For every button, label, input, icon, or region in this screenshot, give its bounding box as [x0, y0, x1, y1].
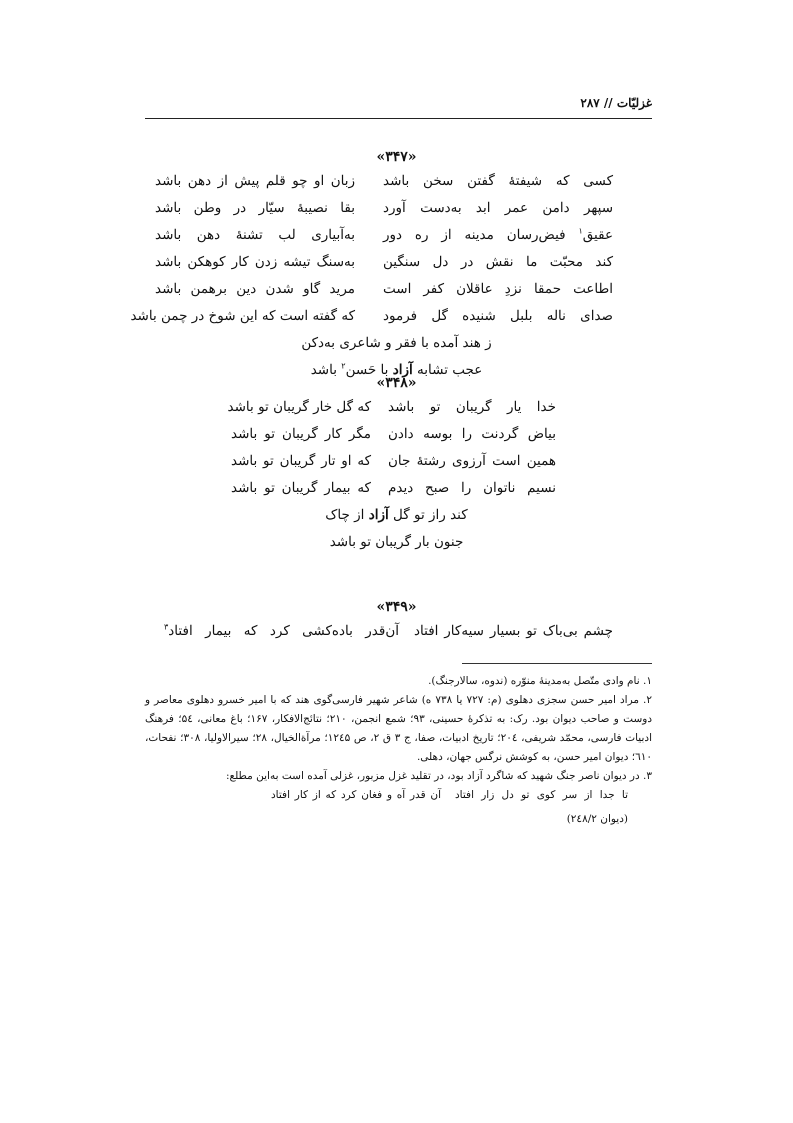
poet-name: آزاد — [392, 362, 413, 378]
footnote-divider — [462, 663, 652, 664]
hemistich-second: به‌سنگ تیشه زدن کار کوهکن باشد — [155, 254, 355, 270]
couplet — [0, 195, 613, 222]
hemistich-first: تا جدا از سر کوی تو دل زار افتاد — [455, 789, 628, 801]
couplet — [0, 276, 613, 303]
closing-text: با حَسن — [345, 362, 389, 378]
couplet — [0, 618, 613, 645]
hemistich-rest: فیض‌رسان مدینه از ره دور — [383, 227, 566, 243]
hemistich-second — [164, 618, 399, 645]
footnote-3 — [145, 767, 652, 786]
footnote-source: (دیوان ۲٤۸/۲) — [566, 813, 628, 825]
couplet — [0, 222, 613, 249]
couplet — [0, 421, 556, 448]
hemistich-second: مرید گاو شدن دین برهمن باشد — [155, 281, 355, 297]
poem-347 — [0, 146, 793, 384]
closing-text: عجب تشابه — [417, 362, 483, 378]
couplet — [0, 394, 556, 421]
hemistich-first: اطاعت حمقا نزدِ عاقلان کفر است — [383, 281, 613, 297]
word-aqiq: عقیق — [582, 227, 614, 243]
closing-text: باشد — [310, 362, 337, 378]
closing-line-1 — [0, 502, 793, 529]
hemistich-first: چشم بی‌باک تو بسیار سیه‌کار افتاد — [414, 623, 613, 639]
hemistich-first: کند محبّت ما نقش در دل سنگین — [383, 254, 613, 270]
couplet — [0, 249, 613, 276]
couplet — [0, 168, 613, 195]
hemistich-second: که گل خار گریبان تو باشد — [227, 399, 371, 415]
hemistich-second: آن قدر آه و فغان کرد که از کار افتاد — [271, 789, 441, 801]
poem-number: «۳۴۸» — [376, 375, 417, 391]
closing-text: کند راز تو گل — [393, 507, 468, 523]
couplet — [0, 448, 556, 475]
closing-line-1: ز هند آمده با فقر و شاعری به‌دکن — [301, 335, 492, 351]
poem-348 — [0, 372, 793, 556]
footnote-text: ۲. مراد امیر حسن سجزی دهلوی (م: ۷۲۷ یا ۷۳۸ ه) شاعر شهیر فارسی‌گوی هند که با امیر خسرو دهلوی معاصر و دوست و صاحب دیوان بود. رک: به تذکرهٔ حسینی، ۹۳؛ شمع انجمن، ۲۱۰؛ نتائج‌الافکار، ۱۶۷؛ باغ معانی، ۵٤؛ فرهنگ ادبیات فارسی، محمّد شریفی، ۲۰٤؛ تاریخ ادبیات، صفا، ج ۳ ق ۲، ص ۱۲٤۵؛ مرآة‌الخیال، ۲۸؛ سیرالاولیا، ۳۰۸؛ نفحات، ٦۱۰؛ دیوان امیر حسن، به کوشش نرگس جهان، دهلی. — [145, 694, 653, 763]
hemistich-first: نسیم ناتوان را صبح دیدم — [388, 480, 556, 496]
footnote-text: ۱. نام وادی متّصل به‌مدینهٔ منوّره (ندوه، سالارجنگ). — [428, 675, 652, 687]
running-title: غزلیّات // ۲۸۷ — [580, 96, 652, 110]
hemistich-first: خدا یار گریبان تو باشد — [388, 399, 556, 415]
hemistich-second: که بیمار گریبان تو باشد — [231, 480, 371, 496]
running-header — [145, 96, 652, 119]
hemistich-second: که گفته است که این شوخ در چمن باشد — [130, 308, 355, 324]
hemistich-second: زبان او چو قلم پیش از دهن باشد — [155, 173, 355, 189]
footnote-couplet — [145, 786, 652, 805]
hemistich-second: که او تار گریبان تو باشد — [231, 453, 371, 469]
footnotes — [145, 672, 652, 829]
closing-line-2: جنون بار گریبان تو باشد — [329, 534, 464, 550]
hemistich-first: صدای ناله بلبل شنیده گل فرمود — [383, 308, 613, 324]
footnote-2 — [145, 691, 652, 767]
hemistich-first: کسی که شیفتهٔ گفتن سخن باشد — [383, 173, 613, 189]
poem-number: «۳۴۷» — [376, 149, 417, 165]
hemistich-first: بیاض گردنت را بوسه دادن — [388, 426, 556, 442]
closing-text: از چاک — [325, 507, 365, 523]
footnote-marker-2: ۲ — [341, 361, 346, 371]
poem-number: «۳۴۹» — [376, 599, 417, 615]
hemistich-first — [383, 222, 613, 249]
hemistich-first: سپهر دامن عمر ابد به‌دست آورد — [383, 200, 613, 216]
couplet — [0, 475, 556, 502]
footnote-marker-3: ۳ — [164, 622, 169, 632]
footnote-1 — [145, 672, 652, 691]
hemistich-second: به‌آبیاری لب تشنهٔ دهن باشد — [155, 227, 355, 243]
poem-349 — [0, 596, 793, 645]
hemistich-second: مگر کار گریبان تو باشد — [231, 426, 371, 442]
hemistich-first: همین است آرزوی رشتهٔ جان — [388, 453, 556, 469]
couplet — [0, 303, 613, 330]
footnote-text: ۳. در دیوان ناصر جنگ شهید که شاگرد آزاد بود، در تقلید غزل مزبور، غزلی آمده است به‌این مطلع: — [225, 770, 652, 782]
hemistich-text: آن‌قدر باده‌کشی کرد که بیمار افتاد — [168, 623, 399, 639]
poet-name: آزاد — [368, 507, 389, 523]
hemistich-second: بقا نصیبهٔ سیّار در وطن باشد — [155, 200, 355, 216]
footnote-marker-1: ۱ — [578, 226, 583, 236]
